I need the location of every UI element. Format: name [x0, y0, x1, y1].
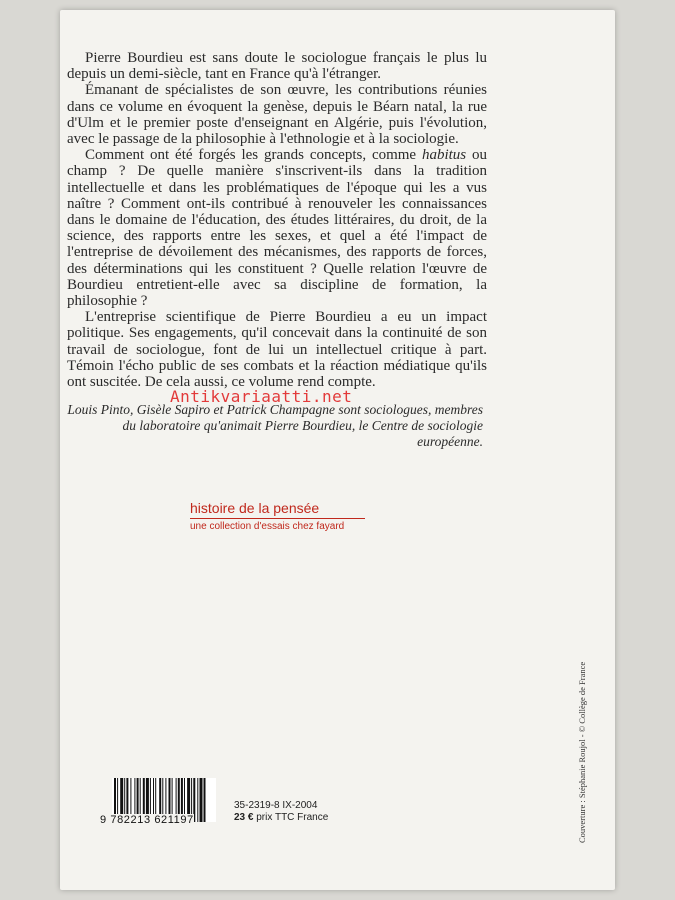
watermark-text: Antikvariaatti.net — [170, 387, 353, 406]
barcode-digits: 9 782213 621197 — [100, 814, 194, 826]
collection-title: histoire de la pensée — [190, 500, 320, 516]
price-line — [234, 812, 328, 824]
blurb-text — [67, 50, 487, 390]
price-value: 23 € — [234, 812, 254, 823]
authors-note — [63, 402, 483, 450]
collection-logo — [190, 500, 370, 533]
price-suffix: prix TTC France — [253, 812, 329, 823]
barcode-bar — [200, 778, 203, 822]
cover-credit: Couverture : Stéphanie Roujol - © Collège de France — [577, 661, 587, 843]
price-block — [234, 800, 328, 824]
barcode-bar — [204, 778, 206, 822]
isbn-barcode — [80, 778, 220, 834]
collection-subtitle: une collection d'essais chez fayard — [190, 521, 345, 532]
authors-line-1: Louis Pinto, Gisèle Sapiro et Patrick Champagne sont sociologues, membres — [67, 402, 483, 417]
catalog-codes: 35-2319-8 IX-2004 — [234, 800, 318, 811]
blurb-p3-start: Comment ont été forgés les grands concepts, comme — [85, 147, 422, 164]
collection-rule — [190, 518, 365, 519]
blurb-p3-rest: ou champ ? De quelle manière s'inscrivent-ils dans la tradition intellectuelle et dans les problématiques de l'époque qui les a vus naître ? Comment ont-ils contribué à renouveler les connaissances dans le domaine de l'éducation, des études littéraires, du droit, de la science, des rapports entre les sexes, et quel a été l'impact de l'entreprise de dévoilement des mécanismes, des rapports de forces, des déterminations qui les constituent ? Quelle relation l'œuvre de Bourdieu entretient-elle avec sa discipline de formation, la philosophie ? — [67, 147, 488, 310]
blurb-paragraph-3 — [67, 147, 487, 309]
authors-line-2: du laboratoire qu'animait Pierre Bourdieu, le Centre de sociologie européenne. — [122, 418, 483, 449]
blurb-paragraph-1: Pierre Bourdieu est sans doute le sociologue français le plus lu depuis un demi-siècle, tant en France qu'à l'étranger. — [67, 50, 487, 83]
barcode-bar — [197, 778, 198, 822]
blurb-paragraph-2: Émanant de spécialistes de son œuvre, les contributions réunies dans ce volume en évoquent la genèse, depuis le Béarn natal, la rue d'Ulm et le premier poste d'enseignant en Algérie, puis l'évolution, avec le passage de la philosophie à l'ethnologie et à la sociologie. — [67, 82, 487, 148]
blurb-paragraph-4: L'entreprise scientifique de Pierre Bourdieu a eu un impact politique. Ses engagements, qu'il concevait dans la continuité de son travail de sociologue, font de lui un intellectuel critique à part. Témoin l'écho public de ses combats et la réaction médiatique qu'ils ont suscitée. De cela aussi, ce volume rend compte. — [67, 309, 487, 391]
blurb-p3-italic-term: habitus — [421, 147, 467, 164]
